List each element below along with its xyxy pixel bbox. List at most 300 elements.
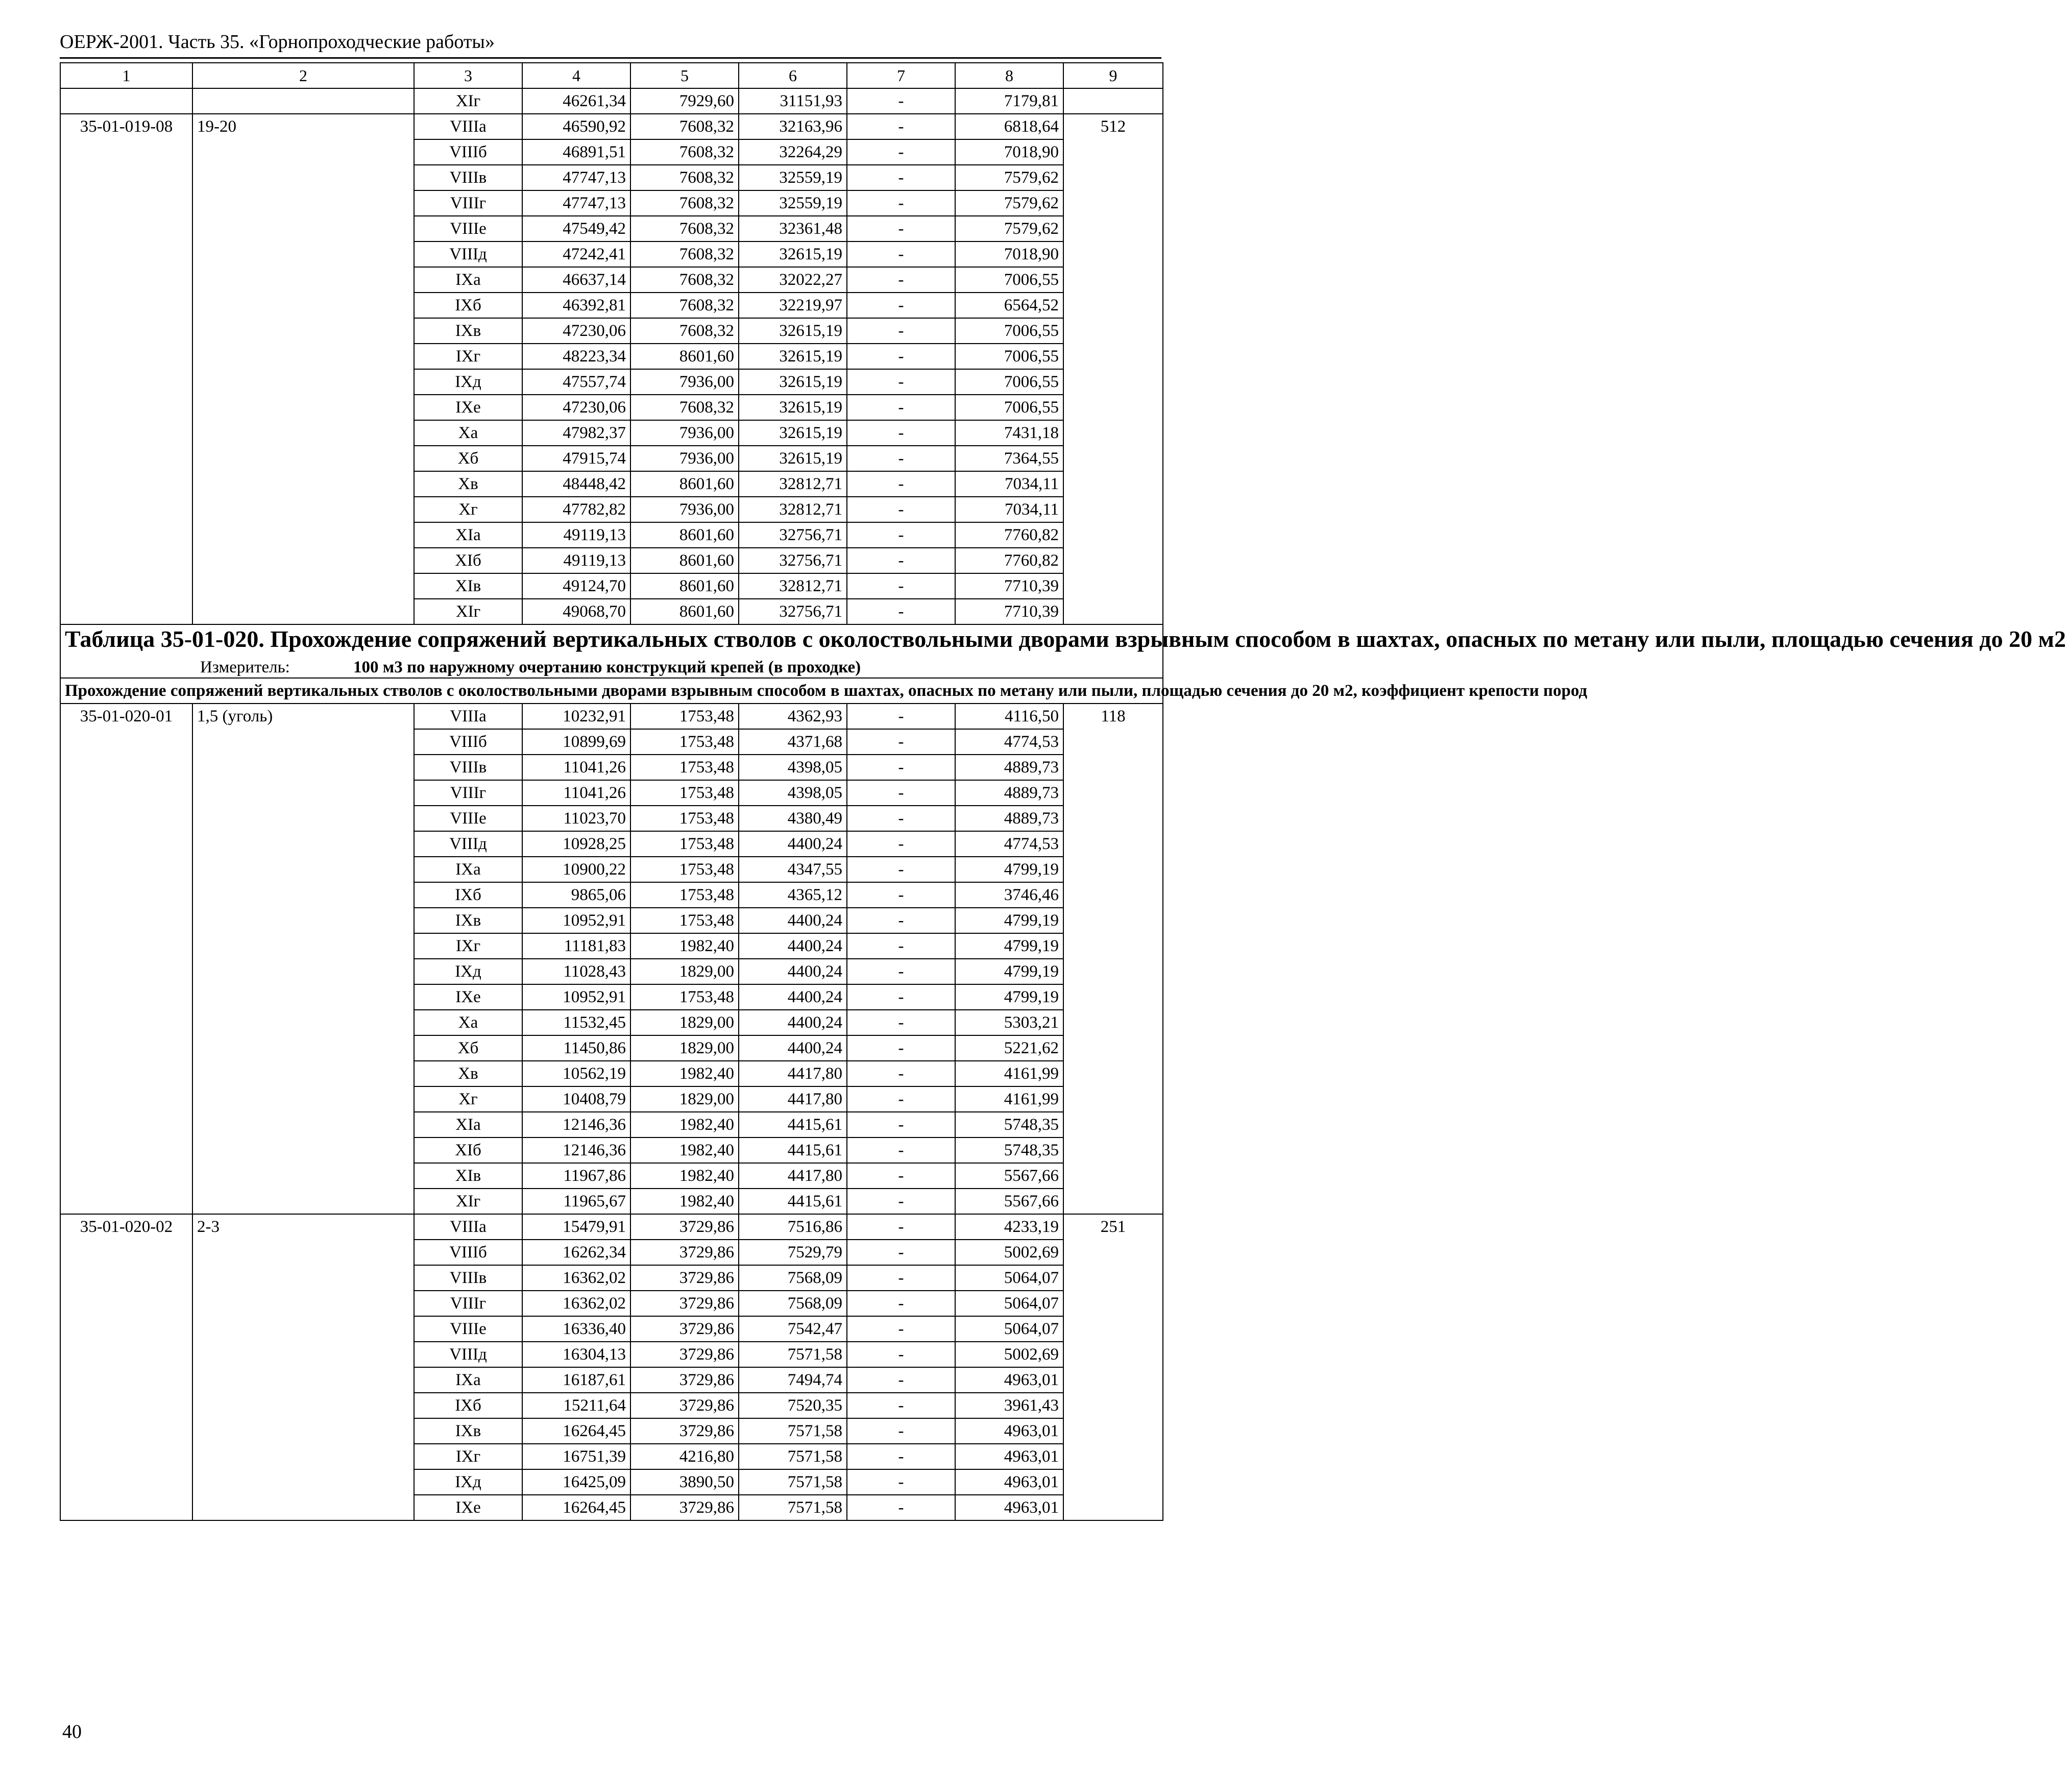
value-cell: 1829,00 <box>630 1010 739 1035</box>
value-cell: 7516,86 <box>739 1214 847 1240</box>
group-cell: IXе <box>414 395 522 420</box>
value-cell: 7608,32 <box>630 114 739 139</box>
group-cell: VIIIг <box>414 190 522 216</box>
value-cell: 11041,26 <box>522 755 630 780</box>
value-cell: 32559,19 <box>739 190 847 216</box>
param-cell <box>192 88 414 114</box>
value-cell: 32559,19 <box>739 165 847 190</box>
value-cell: 1829,00 <box>630 1086 739 1112</box>
value-cell: 3729,86 <box>630 1291 739 1316</box>
value-cell: 49119,13 <box>522 522 630 548</box>
value-cell: - <box>847 1189 955 1214</box>
value-cell: 32756,71 <box>739 522 847 548</box>
group-cell: Xг <box>414 1086 522 1112</box>
value-cell: 48223,34 <box>522 344 630 369</box>
value-cell: - <box>847 318 955 344</box>
group-cell: VIIIа <box>414 704 522 729</box>
value-cell: 16264,45 <box>522 1495 630 1520</box>
value-cell: 12146,36 <box>522 1112 630 1137</box>
value-cell: 32756,71 <box>739 599 847 624</box>
value-cell: 16262,34 <box>522 1240 630 1265</box>
value-cell: 10952,91 <box>522 984 630 1010</box>
value-cell: 8601,60 <box>630 548 739 573</box>
value-cell: - <box>847 344 955 369</box>
value-cell: 15211,64 <box>522 1393 630 1418</box>
group-cell: XIа <box>414 1112 522 1137</box>
value-cell: 7608,32 <box>630 293 739 318</box>
value-cell: - <box>847 599 955 624</box>
group-cell: IXг <box>414 344 522 369</box>
value-cell: 32615,19 <box>739 420 847 446</box>
table-row <box>60 704 1163 729</box>
column-number: 6 <box>739 63 847 88</box>
value-cell: 11965,67 <box>522 1189 630 1214</box>
value-cell: 7179,81 <box>955 88 1063 114</box>
value-cell: 1982,40 <box>630 1189 739 1214</box>
value-cell: 10232,91 <box>522 704 630 729</box>
value-cell: 16751,39 <box>522 1444 630 1469</box>
group-cell: XIб <box>414 548 522 573</box>
group-cell: Xа <box>414 1010 522 1035</box>
group-cell: IXб <box>414 293 522 318</box>
value-cell: 1753,48 <box>630 882 739 908</box>
value-cell: 32615,19 <box>739 241 847 267</box>
value-cell: 4233,19 <box>955 1214 1063 1240</box>
group-cell: XIв <box>414 573 522 599</box>
value-cell: 5567,66 <box>955 1163 1063 1189</box>
value-cell: 47915,74 <box>522 446 630 471</box>
value-cell: 7568,09 <box>739 1291 847 1316</box>
value-cell: 10928,25 <box>522 831 630 857</box>
value-cell: - <box>847 1367 955 1393</box>
value-cell: - <box>847 522 955 548</box>
value-cell: 47557,74 <box>522 369 630 395</box>
value-cell: 16425,09 <box>522 1469 630 1495</box>
value-cell: 4398,05 <box>739 780 847 806</box>
value-cell: 5064,07 <box>955 1316 1063 1342</box>
value-cell: - <box>847 190 955 216</box>
value-cell: - <box>847 471 955 497</box>
value-cell: 1753,48 <box>630 806 739 831</box>
value-cell: 7006,55 <box>955 395 1063 420</box>
value-cell: 4400,24 <box>739 1035 847 1061</box>
value-cell: 7494,74 <box>739 1367 847 1393</box>
value-cell: 4417,80 <box>739 1061 847 1086</box>
value-cell: 16336,40 <box>522 1316 630 1342</box>
group-cell: VIIIб <box>414 139 522 165</box>
value-cell: 7579,62 <box>955 190 1063 216</box>
group-cell: VIIIе <box>414 806 522 831</box>
value-cell: 32615,19 <box>739 446 847 471</box>
group-cell: VIIIд <box>414 1342 522 1367</box>
group-cell: VIIIе <box>414 1316 522 1342</box>
labor-cell: 118 <box>1063 704 1163 1214</box>
value-cell: 11967,86 <box>522 1163 630 1189</box>
value-cell: 1982,40 <box>630 1112 739 1137</box>
value-cell: 4400,24 <box>739 831 847 857</box>
value-cell: 32022,27 <box>739 267 847 293</box>
value-cell: 32812,71 <box>739 471 847 497</box>
value-cell: 1829,00 <box>630 1035 739 1061</box>
value-cell: 7034,11 <box>955 497 1063 522</box>
column-number: 1 <box>60 63 192 88</box>
value-cell: 32812,71 <box>739 573 847 599</box>
value-cell: 4161,99 <box>955 1061 1063 1086</box>
value-cell: - <box>847 395 955 420</box>
value-cell: 16362,02 <box>522 1291 630 1316</box>
table-subtitle: Прохождение сопряжений вертикальных стволов с околоствольными дворами взрывным способом в шахтах, опасных по метану или пыли, площадью сечения до 20 м2, коэффициент крепости пород <box>60 678 1163 704</box>
value-cell: 7006,55 <box>955 369 1063 395</box>
value-cell: 3961,43 <box>955 1393 1063 1418</box>
value-cell: - <box>847 139 955 165</box>
value-cell: 5748,35 <box>955 1137 1063 1163</box>
group-cell: IXв <box>414 318 522 344</box>
value-cell: 4415,61 <box>739 1112 847 1137</box>
value-cell: 7568,09 <box>739 1265 847 1291</box>
value-cell: 4799,19 <box>955 908 1063 933</box>
value-cell: 7608,32 <box>630 318 739 344</box>
value-cell: - <box>847 420 955 446</box>
column-number-row <box>60 63 1163 88</box>
value-cell: 1753,48 <box>630 704 739 729</box>
value-cell: - <box>847 1265 955 1291</box>
value-cell: 4380,49 <box>739 806 847 831</box>
value-cell: - <box>847 933 955 959</box>
value-cell: 32163,96 <box>739 114 847 139</box>
value-cell: - <box>847 857 955 882</box>
value-cell: 7929,60 <box>630 88 739 114</box>
value-cell: 4400,24 <box>739 984 847 1010</box>
group-cell: Xв <box>414 471 522 497</box>
value-cell: 4889,73 <box>955 755 1063 780</box>
value-cell: 4415,61 <box>739 1137 847 1163</box>
value-cell: 7936,00 <box>630 497 739 522</box>
value-cell: 1982,40 <box>630 1061 739 1086</box>
value-cell: 7431,18 <box>955 420 1063 446</box>
value-cell: 5567,66 <box>955 1189 1063 1214</box>
value-cell: - <box>847 1291 955 1316</box>
value-cell: 7608,32 <box>630 267 739 293</box>
table-row <box>60 88 1163 114</box>
value-cell: 4963,01 <box>955 1418 1063 1444</box>
table-subtitle-row <box>60 678 1163 704</box>
group-cell: IXе <box>414 984 522 1010</box>
value-cell: 7520,35 <box>739 1393 847 1418</box>
value-cell: 11023,70 <box>522 806 630 831</box>
value-cell: - <box>847 1393 955 1418</box>
value-cell: - <box>847 1035 955 1061</box>
column-number: 4 <box>522 63 630 88</box>
table-title-cell <box>60 624 2066 678</box>
rate-code-cell: 35-01-020-01 <box>60 704 192 1214</box>
rock-hardness-cell: 19-20 <box>192 114 414 624</box>
group-cell: Xг <box>414 497 522 522</box>
group-cell: IXа <box>414 1367 522 1393</box>
value-cell: 3729,86 <box>630 1393 739 1418</box>
rate-code-cell: 35-01-020-02 <box>60 1214 192 1520</box>
value-cell: - <box>847 446 955 471</box>
value-cell: 4116,50 <box>955 704 1063 729</box>
value-cell: 8601,60 <box>630 471 739 497</box>
value-cell: - <box>847 1010 955 1035</box>
value-cell: 4400,24 <box>739 933 847 959</box>
value-cell: 1753,48 <box>630 729 739 755</box>
value-cell: - <box>847 984 955 1010</box>
value-cell: 16264,45 <box>522 1418 630 1444</box>
value-cell: 7006,55 <box>955 267 1063 293</box>
value-cell: 7364,55 <box>955 446 1063 471</box>
value-cell: 4161,99 <box>955 1086 1063 1112</box>
value-cell: 10899,69 <box>522 729 630 755</box>
group-cell: VIIIб <box>414 1240 522 1265</box>
value-cell: 32264,29 <box>739 139 847 165</box>
value-cell: 4799,19 <box>955 984 1063 1010</box>
value-cell: - <box>847 882 955 908</box>
group-cell: VIIIв <box>414 1265 522 1291</box>
group-cell: XIг <box>414 1189 522 1214</box>
table-row <box>60 114 1163 139</box>
value-cell: 11532,45 <box>522 1010 630 1035</box>
value-cell: 11181,83 <box>522 933 630 959</box>
value-cell: 4889,73 <box>955 780 1063 806</box>
value-cell: - <box>847 831 955 857</box>
value-cell: 8601,60 <box>630 344 739 369</box>
value-cell: 8601,60 <box>630 573 739 599</box>
value-cell: 7006,55 <box>955 318 1063 344</box>
value-cell: 7034,11 <box>955 471 1063 497</box>
value-cell: 3729,86 <box>630 1495 739 1520</box>
group-cell: IXа <box>414 267 522 293</box>
value-cell: 7529,79 <box>739 1240 847 1265</box>
value-cell: 3729,86 <box>630 1214 739 1240</box>
labor-cell: 512 <box>1063 114 1163 624</box>
value-cell: - <box>847 216 955 241</box>
group-cell: IXд <box>414 959 522 984</box>
value-cell: 4365,12 <box>739 882 847 908</box>
value-cell: - <box>847 1444 955 1469</box>
unit-line <box>65 657 1158 677</box>
group-cell: XIг <box>414 599 522 624</box>
group-cell: Xб <box>414 446 522 471</box>
value-cell: 4216,80 <box>630 1444 739 1469</box>
value-cell: 16362,02 <box>522 1265 630 1291</box>
table-title: Таблица 35-01-020. Прохождение сопряжений вертикальных стволов с околоствольными дворами взрывным способом в шахтах, опасных по метану или пыли, площадью сечения до 20 м2 <box>65 626 2066 652</box>
value-cell: 31151,93 <box>739 88 847 114</box>
group-cell: IXд <box>414 369 522 395</box>
value-cell: 1982,40 <box>630 1137 739 1163</box>
value-cell: - <box>847 806 955 831</box>
value-cell: 16304,13 <box>522 1342 630 1367</box>
value-cell: 4963,01 <box>955 1367 1063 1393</box>
column-number: 3 <box>414 63 522 88</box>
value-cell: - <box>847 1086 955 1112</box>
value-cell: 1753,48 <box>630 780 739 806</box>
value-cell: 49068,70 <box>522 599 630 624</box>
group-cell: Xа <box>414 420 522 446</box>
value-cell: 4347,55 <box>739 857 847 882</box>
value-cell: 7006,55 <box>955 344 1063 369</box>
value-cell: 3729,86 <box>630 1418 739 1444</box>
value-cell: 4963,01 <box>955 1495 1063 1520</box>
value-cell: 5064,07 <box>955 1291 1063 1316</box>
value-cell: 32756,71 <box>739 548 847 573</box>
value-cell: 10952,91 <box>522 908 630 933</box>
value-cell: 3729,86 <box>630 1265 739 1291</box>
rock-hardness-cell: 2-3 <box>192 1214 414 1520</box>
group-cell: IXг <box>414 1444 522 1469</box>
rates-table <box>60 62 2066 1521</box>
value-cell: - <box>847 573 955 599</box>
value-cell: 7608,32 <box>630 216 739 241</box>
value-cell: 4362,93 <box>739 704 847 729</box>
value-cell: 49119,13 <box>522 548 630 573</box>
column-number: 7 <box>847 63 955 88</box>
group-cell: Xв <box>414 1061 522 1086</box>
value-cell: - <box>847 1163 955 1189</box>
column-number: 8 <box>955 63 1063 88</box>
value-cell: 4799,19 <box>955 933 1063 959</box>
value-cell: - <box>847 267 955 293</box>
value-cell: - <box>847 704 955 729</box>
value-cell: 7936,00 <box>630 369 739 395</box>
value-cell: 47982,37 <box>522 420 630 446</box>
value-cell: 4415,61 <box>739 1189 847 1214</box>
group-cell: XIб <box>414 1137 522 1163</box>
code-cell <box>60 88 192 114</box>
value-cell: 7608,32 <box>630 190 739 216</box>
value-cell: 4371,68 <box>739 729 847 755</box>
value-cell: 32615,19 <box>739 318 847 344</box>
value-cell: - <box>847 114 955 139</box>
value-cell: - <box>847 88 955 114</box>
value-cell: 10408,79 <box>522 1086 630 1112</box>
value-cell: 47230,06 <box>522 395 630 420</box>
value-cell: 4417,80 <box>739 1086 847 1112</box>
value-cell: 10562,19 <box>522 1061 630 1086</box>
value-cell: 4799,19 <box>955 959 1063 984</box>
value-cell: 3746,46 <box>955 882 1063 908</box>
value-cell: 9865,06 <box>522 882 630 908</box>
value-cell: 1982,40 <box>630 1163 739 1189</box>
value-cell: 7608,32 <box>630 165 739 190</box>
value-cell: 3890,50 <box>630 1469 739 1495</box>
group-cell: IXв <box>414 908 522 933</box>
group-cell: Xб <box>414 1035 522 1061</box>
value-cell: - <box>847 293 955 318</box>
value-cell: 7760,82 <box>955 522 1063 548</box>
value-cell: 4400,24 <box>739 1010 847 1035</box>
group-cell: IXг <box>414 933 522 959</box>
value-cell: - <box>847 755 955 780</box>
value-cell: - <box>847 1214 955 1240</box>
value-cell: 48448,42 <box>522 471 630 497</box>
group-cell: VIIIб <box>414 729 522 755</box>
value-cell: - <box>847 1240 955 1265</box>
value-cell: 5002,69 <box>955 1240 1063 1265</box>
value-cell: 11450,86 <box>522 1035 630 1061</box>
value-cell: - <box>847 780 955 806</box>
value-cell: 47230,06 <box>522 318 630 344</box>
value-cell: 7571,58 <box>739 1469 847 1495</box>
value-cell: 47747,13 <box>522 190 630 216</box>
value-cell: 1753,48 <box>630 857 739 882</box>
header-divider <box>60 57 1161 59</box>
value-cell: - <box>847 1418 955 1444</box>
value-cell: 7571,58 <box>739 1495 847 1520</box>
value-cell: 47242,41 <box>522 241 630 267</box>
value-cell: - <box>847 1316 955 1342</box>
group-cell: VIIIг <box>414 1291 522 1316</box>
value-cell: 32219,97 <box>739 293 847 318</box>
value-cell: 4889,73 <box>955 806 1063 831</box>
group-cell: VIIIе <box>414 216 522 241</box>
column-number: 9 <box>1063 63 1163 88</box>
value-cell: 3729,86 <box>630 1316 739 1342</box>
value-cell: 4417,80 <box>739 1163 847 1189</box>
table-title-row <box>60 624 1163 678</box>
value-cell: 46261,34 <box>522 88 630 114</box>
group-cell: XIв <box>414 1163 522 1189</box>
value-cell: 32361,48 <box>739 216 847 241</box>
rock-hardness-cell: 1,5 (уголь) <box>192 704 414 1214</box>
value-cell: 46637,14 <box>522 267 630 293</box>
group-cell: IXб <box>414 882 522 908</box>
value-cell: - <box>847 1469 955 1495</box>
value-cell: 32812,71 <box>739 497 847 522</box>
value-cell: - <box>847 1137 955 1163</box>
value-cell: 11028,43 <box>522 959 630 984</box>
value-cell: 4398,05 <box>739 755 847 780</box>
value-cell: 4774,53 <box>955 831 1063 857</box>
value-cell: - <box>847 241 955 267</box>
group-cell: VIIIв <box>414 755 522 780</box>
group-cell: IXб <box>414 1393 522 1418</box>
value-cell: 7760,82 <box>955 548 1063 573</box>
unit-value: 100 м3 по наружному очертанию конструкций крепей (в проходке) <box>353 658 861 676</box>
value-cell: 32615,19 <box>739 369 847 395</box>
group-cell: VIIIв <box>414 165 522 190</box>
value-cell: 47549,42 <box>522 216 630 241</box>
value-cell <box>1063 88 1163 114</box>
value-cell: 15479,91 <box>522 1214 630 1240</box>
value-cell: 7608,32 <box>630 395 739 420</box>
column-number: 5 <box>630 63 739 88</box>
value-cell: 5303,21 <box>955 1010 1063 1035</box>
value-cell: 4799,19 <box>955 857 1063 882</box>
value-cell: 7608,32 <box>630 241 739 267</box>
value-cell: 7018,90 <box>955 139 1063 165</box>
value-cell: 7579,62 <box>955 165 1063 190</box>
value-cell: - <box>847 497 955 522</box>
group-cell: VIIIд <box>414 831 522 857</box>
value-cell: 1753,48 <box>630 831 739 857</box>
value-cell: 5002,69 <box>955 1342 1063 1367</box>
group-cell: VIIIд <box>414 241 522 267</box>
value-cell: 6818,64 <box>955 114 1063 139</box>
value-cell: 4963,01 <box>955 1469 1063 1495</box>
value-cell: 1753,48 <box>630 984 739 1010</box>
value-cell: - <box>847 165 955 190</box>
value-cell: 49124,70 <box>522 573 630 599</box>
value-cell: 7936,00 <box>630 420 739 446</box>
value-cell: 4400,24 <box>739 959 847 984</box>
value-cell: 8601,60 <box>630 522 739 548</box>
value-cell: 7608,32 <box>630 139 739 165</box>
value-cell: 1753,48 <box>630 908 739 933</box>
table-row <box>60 1214 1163 1240</box>
group-cell: VIIIа <box>414 1214 522 1240</box>
value-cell: 5064,07 <box>955 1265 1063 1291</box>
